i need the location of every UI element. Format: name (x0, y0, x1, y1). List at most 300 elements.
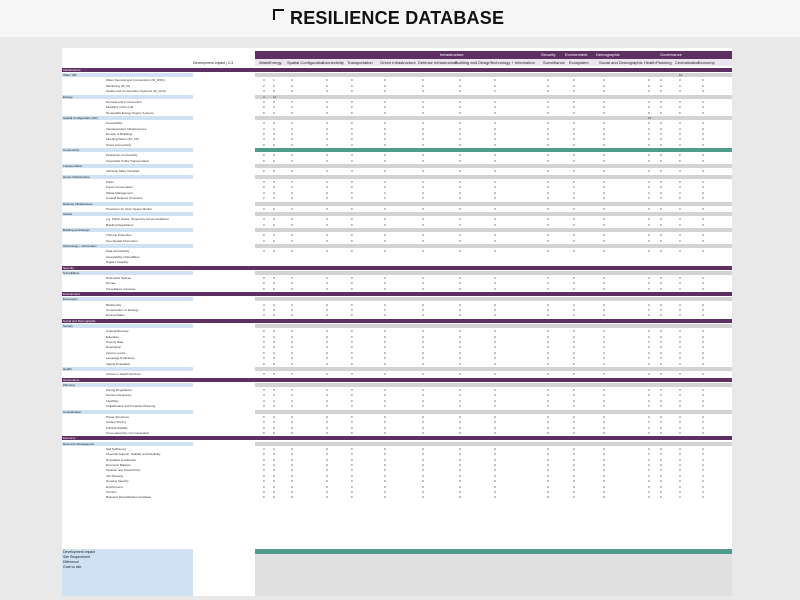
cell-value[interactable]: 3 (702, 479, 704, 484)
cell-value[interactable]: 0 (351, 329, 353, 334)
cell-value[interactable]: 0 (459, 425, 461, 430)
cell-value[interactable]: 0 (648, 105, 650, 110)
cell-value[interactable]: 0 (547, 446, 549, 451)
spreadsheet[interactable] (62, 48, 732, 596)
cell-value[interactable]: 3 (679, 329, 681, 334)
cell-value[interactable]: 0 (547, 89, 549, 94)
cell-value[interactable]: 0 (660, 425, 662, 430)
cell-value[interactable]: 3 (351, 158, 353, 163)
cell-value[interactable]: 0 (384, 457, 386, 462)
cell-value[interactable]: 0 (273, 89, 275, 94)
cell-value[interactable]: 3 (459, 137, 461, 142)
cell-value[interactable]: 0 (459, 468, 461, 473)
cell-value[interactable]: 3 (660, 398, 662, 403)
cell-value[interactable]: 3 (679, 313, 681, 318)
cell-value[interactable]: 0 (291, 356, 293, 361)
cell-value[interactable]: 0 (573, 222, 575, 227)
cell-value[interactable]: 0 (702, 388, 704, 392)
cell-value[interactable]: 0 (660, 468, 662, 473)
cell-value[interactable]: 0 (273, 83, 275, 88)
cell-value[interactable]: 3 (648, 495, 650, 500)
cell-value[interactable]: 0 (494, 169, 496, 174)
cell-value[interactable]: 0 (351, 110, 353, 115)
cell-value[interactable]: 0 (547, 340, 549, 344)
cell-value[interactable]: 0 (326, 345, 328, 350)
cell-value[interactable]: 0 (422, 495, 424, 500)
cell-value[interactable]: 3 (679, 495, 681, 500)
cell-value[interactable]: 0 (702, 302, 704, 307)
cell-value[interactable]: 0 (273, 308, 275, 312)
cell-value[interactable]: 0 (660, 153, 662, 158)
cell-value[interactable]: 3 (603, 334, 605, 339)
cell-value[interactable]: 3 (573, 196, 575, 201)
cell-value[interactable]: 0 (326, 190, 328, 195)
cell-value[interactable]: 0 (273, 490, 275, 494)
cell-value[interactable]: 0 (494, 206, 496, 211)
category-row[interactable] (62, 68, 732, 72)
cell-value[interactable]: 0 (384, 222, 386, 227)
cell-value[interactable]: 0 (459, 414, 461, 419)
cell-value[interactable]: 0 (384, 484, 386, 489)
cell-value[interactable]: 0 (494, 420, 496, 425)
cell-value[interactable]: 0 (603, 276, 605, 280)
cell-value[interactable]: 2 (494, 89, 496, 94)
cell-value[interactable]: 0 (547, 345, 549, 350)
cell-value[interactable]: 3 (603, 404, 605, 409)
cell-value[interactable]: 0 (702, 372, 704, 377)
cell-value[interactable]: 0 (459, 388, 461, 392)
cell-value[interactable]: 0 (603, 78, 605, 83)
cell-value[interactable]: 3 (603, 329, 605, 334)
table-row[interactable] (62, 137, 732, 141)
category-row[interactable] (62, 292, 732, 296)
cell-value[interactable]: 0 (573, 83, 575, 88)
cell-value[interactable]: 0 (351, 206, 353, 211)
cell-value[interactable]: 0 (459, 372, 461, 377)
cell-value[interactable]: 0 (263, 431, 265, 435)
cell-value[interactable]: 3 (291, 180, 293, 184)
cell-value[interactable]: 3 (263, 308, 265, 312)
cell-value[interactable]: 0 (660, 340, 662, 344)
table-row[interactable] (62, 100, 732, 104)
cell-value[interactable]: 3 (573, 185, 575, 190)
cell-value[interactable]: 3 (679, 345, 681, 350)
cell-value[interactable]: 0 (459, 286, 461, 291)
cell-value[interactable]: 0 (702, 137, 704, 142)
cell-value[interactable]: 0 (660, 473, 662, 478)
cell-value[interactable]: 3 (679, 276, 681, 280)
cell-value[interactable]: 3 (679, 398, 681, 403)
cell-value[interactable]: 0 (459, 281, 461, 286)
cell-value[interactable]: 0 (459, 302, 461, 307)
cell-value[interactable]: 3 (702, 484, 704, 489)
table-row[interactable] (62, 255, 732, 259)
cell-value[interactable]: 3 (679, 217, 681, 222)
cell-value[interactable]: 3 (351, 404, 353, 409)
cell-value[interactable]: 3 (648, 468, 650, 473)
cell-value[interactable]: 0 (384, 334, 386, 339)
cell-value[interactable]: 3 (648, 431, 650, 435)
group-row[interactable] (62, 442, 732, 446)
cell-value[interactable]: 0 (660, 302, 662, 307)
cell-value[interactable]: 3 (263, 446, 265, 451)
cell-value[interactable]: 0 (459, 206, 461, 211)
cell-value[interactable]: 0 (459, 78, 461, 83)
group-row[interactable] (62, 271, 732, 275)
cell-value[interactable]: 0 (660, 180, 662, 184)
cell-value[interactable]: 0 (263, 286, 265, 291)
cell-value[interactable]: 2 (263, 83, 265, 88)
cell-value[interactable]: 0 (273, 169, 275, 174)
cell-value[interactable]: 0 (273, 329, 275, 334)
cell-value[interactable]: 0 (273, 142, 275, 147)
cell-value[interactable]: 0 (494, 479, 496, 484)
cell-value[interactable]: 0 (660, 276, 662, 280)
cell-value[interactable]: 0 (702, 206, 704, 211)
cell-value[interactable]: 0 (494, 308, 496, 312)
cell-value[interactable]: 0 (603, 158, 605, 163)
cell-value[interactable]: 0 (422, 345, 424, 350)
cell-value[interactable]: 0 (351, 484, 353, 489)
cell-value[interactable]: 0 (547, 217, 549, 222)
cell-value[interactable]: 0 (351, 340, 353, 344)
cell-value[interactable]: 3 (648, 340, 650, 344)
group-row[interactable] (62, 175, 732, 179)
cell-value[interactable]: 3 (648, 308, 650, 312)
cell-value[interactable]: 3 (679, 393, 681, 398)
cell-value[interactable]: 0 (291, 431, 293, 435)
cell-value[interactable]: 3 (273, 105, 275, 110)
table-row[interactable] (62, 153, 732, 157)
cell-value[interactable]: 0 (273, 414, 275, 419)
cell-value[interactable]: 3 (422, 196, 424, 201)
cell-value[interactable]: 0 (573, 452, 575, 457)
cell-value[interactable]: 0 (660, 484, 662, 489)
cell-value[interactable]: 3 (702, 452, 704, 457)
cell-value[interactable]: 0 (494, 452, 496, 457)
cell-value[interactable]: 0 (351, 398, 353, 403)
cell-value[interactable]: 3 (648, 457, 650, 462)
cell-value[interactable]: 3 (573, 190, 575, 195)
cell-value[interactable]: 0 (459, 495, 461, 500)
cell-value[interactable]: 0 (422, 302, 424, 307)
table-row[interactable] (62, 393, 732, 397)
cell-value[interactable]: 0 (547, 425, 549, 430)
cell-value[interactable]: 0 (547, 142, 549, 147)
cell-value[interactable]: 0 (326, 286, 328, 291)
cell-value[interactable]: 0 (326, 302, 328, 307)
cell-value[interactable]: 3 (351, 142, 353, 147)
cell-value[interactable]: 0 (273, 473, 275, 478)
cell-value[interactable]: 0 (459, 196, 461, 201)
cell-value[interactable]: 3 (291, 404, 293, 409)
cell-value[interactable]: 0 (422, 356, 424, 361)
cell-value[interactable]: 0 (326, 479, 328, 484)
cell-value[interactable]: 0 (459, 313, 461, 318)
cell-value[interactable]: 0 (459, 431, 461, 435)
cell-value[interactable]: 0 (702, 110, 704, 115)
cell-value[interactable]: 0 (603, 286, 605, 291)
cell-value[interactable]: 0 (422, 126, 424, 131)
cell-value[interactable]: 3 (291, 158, 293, 163)
cell-value[interactable]: 0 (603, 457, 605, 462)
cell-value[interactable]: 3 (603, 393, 605, 398)
cell-value[interactable]: 3 (648, 463, 650, 467)
cell-value[interactable]: 0 (702, 126, 704, 131)
group-row[interactable] (62, 324, 732, 328)
cell-value[interactable]: 0 (459, 180, 461, 184)
cell-value[interactable]: 0 (291, 83, 293, 88)
cell-value[interactable]: 0 (547, 180, 549, 184)
cell-value[interactable]: 3 (273, 446, 275, 451)
cell-value[interactable]: 3 (679, 302, 681, 307)
cell-value[interactable]: 0 (291, 446, 293, 451)
cell-value[interactable]: 0 (273, 185, 275, 190)
cell-value[interactable]: 3 (351, 372, 353, 377)
cell-value[interactable]: 0 (384, 329, 386, 334)
cell-value[interactable]: 0 (351, 393, 353, 398)
cell-value[interactable]: 3 (648, 206, 650, 211)
cell-value[interactable]: 3 (679, 490, 681, 494)
column-header-cell[interactable]: Transportation (347, 60, 373, 65)
category-row[interactable] (62, 378, 732, 382)
table-row[interactable] (62, 132, 732, 136)
cell-value[interactable]: 0 (459, 361, 461, 366)
cell-value[interactable]: 0 (351, 89, 353, 94)
cell-value[interactable]: 0 (573, 238, 575, 243)
cell-value[interactable]: 0 (273, 468, 275, 473)
cell-value[interactable]: 0 (459, 89, 461, 94)
cell-value[interactable]: 3 (263, 78, 265, 83)
cell-value[interactable]: 0 (273, 132, 275, 136)
cell-value[interactable]: 0 (494, 190, 496, 195)
table-row[interactable] (62, 474, 732, 478)
cell-value[interactable]: 0 (494, 398, 496, 403)
cell-value[interactable]: 0 (494, 137, 496, 142)
table-row[interactable] (62, 362, 732, 366)
cell-value[interactable]: 3 (648, 361, 650, 366)
cell-value[interactable]: 2 (547, 99, 549, 104)
cell-value[interactable]: 3 (573, 313, 575, 318)
cell-value[interactable]: 0 (547, 121, 549, 126)
cell-value[interactable]: 3 (291, 308, 293, 312)
cell-value[interactable]: 0 (326, 452, 328, 457)
cell-value[interactable]: 0 (573, 233, 575, 238)
cell-value[interactable]: 0 (494, 463, 496, 467)
cell-value[interactable]: 0 (326, 468, 328, 473)
group-row[interactable] (62, 164, 732, 168)
table-row[interactable] (62, 185, 732, 189)
cell-value[interactable]: 0 (702, 169, 704, 174)
cell-value[interactable]: 0 (326, 105, 328, 110)
cell-value[interactable]: 3 (648, 126, 650, 131)
cell-value[interactable]: 0 (351, 420, 353, 425)
group-row[interactable] (62, 228, 732, 232)
cell-value[interactable]: 0 (660, 121, 662, 126)
cell-value[interactable]: 0 (422, 105, 424, 110)
cell-value[interactable]: 0 (351, 276, 353, 280)
cell-value[interactable]: 3 (648, 484, 650, 489)
cell-value[interactable]: 3 (679, 452, 681, 457)
cell-value[interactable]: 3 (648, 153, 650, 158)
cell-value[interactable]: 0 (422, 463, 424, 467)
cell-value[interactable]: 3 (459, 233, 461, 238)
cell-value[interactable]: 3 (648, 276, 650, 280)
cell-value[interactable]: 0 (660, 286, 662, 291)
cell-value[interactable]: 0 (273, 495, 275, 500)
table-row[interactable] (62, 431, 732, 435)
cell-value[interactable]: 0 (351, 414, 353, 419)
cell-value[interactable]: 0 (384, 463, 386, 467)
cell-value[interactable]: 0 (494, 414, 496, 419)
cell-value[interactable]: 0 (263, 484, 265, 489)
cell-value[interactable]: 0 (459, 334, 461, 339)
cell-value[interactable]: 0 (422, 276, 424, 280)
category-row[interactable] (62, 436, 732, 440)
cell-value[interactable]: 0 (384, 99, 386, 104)
cell-value[interactable]: 0 (660, 142, 662, 147)
cell-value[interactable]: 0 (273, 238, 275, 243)
cell-value[interactable]: 0 (384, 495, 386, 500)
cell-value[interactable]: 0 (459, 121, 461, 126)
cell-value[interactable]: 0 (459, 340, 461, 344)
column-header-cell[interactable]: Planning (656, 60, 672, 65)
cell-value[interactable]: 0 (326, 350, 328, 355)
cell-value[interactable]: 3 (494, 249, 496, 254)
cell-value[interactable]: 0 (422, 99, 424, 104)
cell-value[interactable]: 0 (384, 398, 386, 403)
cell-value[interactable]: 3 (603, 372, 605, 377)
cell-value[interactable]: 3 (384, 404, 386, 409)
cell-value[interactable]: 0 (422, 414, 424, 419)
column-header-cell[interactable]: Green Infrastructure (380, 60, 416, 65)
cell-value[interactable]: 0 (273, 302, 275, 307)
cell-value[interactable]: 0 (573, 158, 575, 163)
cell-value[interactable]: 0 (351, 350, 353, 355)
cell-value[interactable]: 3 (273, 233, 275, 238)
cell-value[interactable]: 3 (679, 356, 681, 361)
cell-value[interactable]: 0 (494, 350, 496, 355)
cell-value[interactable]: 0 (291, 484, 293, 489)
table-row[interactable] (62, 84, 732, 88)
cell-value[interactable]: 0 (326, 196, 328, 201)
cell-value[interactable]: 0 (422, 431, 424, 435)
cell-value[interactable]: 0 (660, 137, 662, 142)
cell-value[interactable]: 0 (384, 452, 386, 457)
cell-value[interactable]: 0 (494, 431, 496, 435)
table-row[interactable] (62, 276, 732, 280)
cell-value[interactable]: 0 (351, 356, 353, 361)
cell-value[interactable]: 0 (547, 479, 549, 484)
cell-value[interactable]: 0 (573, 372, 575, 377)
cell-value[interactable]: 0 (459, 153, 461, 158)
cell-value[interactable]: 0 (573, 99, 575, 104)
table-row[interactable] (62, 308, 732, 312)
cell-value[interactable]: 0 (263, 276, 265, 280)
cell-value[interactable]: 0 (702, 350, 704, 355)
column-header-cell[interactable]: Health (644, 60, 656, 65)
cell-value[interactable]: 0 (326, 276, 328, 280)
cell-value[interactable]: 0 (660, 110, 662, 115)
cell-value[interactable]: 0 (459, 249, 461, 254)
table-row[interactable] (62, 169, 732, 173)
cell-value[interactable]: 16 (679, 73, 683, 78)
cell-value[interactable]: 0 (573, 495, 575, 500)
cell-value[interactable]: 0 (459, 276, 461, 280)
cell-value[interactable]: 0 (351, 308, 353, 312)
cell-value[interactable]: 3 (679, 463, 681, 467)
group-row[interactable] (62, 244, 732, 248)
cell-value[interactable]: 0 (573, 126, 575, 131)
table-row[interactable] (62, 388, 732, 392)
cell-value[interactable]: 0 (547, 484, 549, 489)
cell-value[interactable]: 0 (263, 356, 265, 361)
cell-value[interactable]: 0 (384, 158, 386, 163)
cell-value[interactable]: 2 (263, 196, 265, 201)
cell-value[interactable]: 1 (273, 78, 275, 83)
cell-value[interactable]: 3 (603, 345, 605, 350)
cell-value[interactable]: 0 (603, 105, 605, 110)
cell-value[interactable]: 0 (422, 329, 424, 334)
cell-value[interactable]: 3 (648, 479, 650, 484)
cell-value[interactable]: 0 (547, 361, 549, 366)
cell-value[interactable]: 0 (422, 142, 424, 147)
cell-value[interactable]: 0 (273, 388, 275, 392)
cell-value[interactable]: 0 (603, 169, 605, 174)
cell-value[interactable]: 3 (263, 137, 265, 142)
cell-value[interactable]: 0 (263, 420, 265, 425)
cell-value[interactable]: 0 (273, 158, 275, 163)
cell-value[interactable]: 3 (702, 468, 704, 473)
table-row[interactable] (62, 260, 732, 264)
cell-value[interactable]: 0 (547, 457, 549, 462)
cell-value[interactable]: 0 (422, 110, 424, 115)
cell-value[interactable]: 0 (384, 356, 386, 361)
table-row[interactable] (62, 78, 732, 82)
cell-value[interactable]: 0 (494, 329, 496, 334)
cell-value[interactable]: 3 (648, 222, 650, 227)
cell-value[interactable]: 0 (660, 372, 662, 377)
cell-value[interactable]: 3 (384, 206, 386, 211)
table-row[interactable] (62, 340, 732, 344)
cell-value[interactable]: 0 (573, 206, 575, 211)
cell-value[interactable]: 0 (603, 420, 605, 425)
cell-value[interactable]: 3 (291, 142, 293, 147)
cell-value[interactable]: 0 (573, 137, 575, 142)
cell-value[interactable]: 0 (603, 468, 605, 473)
cell-value[interactable]: 0 (351, 132, 353, 136)
cell-value[interactable]: 0 (273, 190, 275, 195)
cell-value[interactable]: 0 (326, 356, 328, 361)
cell-value[interactable]: 0 (547, 158, 549, 163)
cell-value[interactable]: 0 (422, 153, 424, 158)
cell-value[interactable]: 0 (603, 484, 605, 489)
cell-value[interactable]: 0 (603, 479, 605, 484)
cell-value[interactable]: 0 (326, 463, 328, 467)
cell-value[interactable]: 0 (547, 233, 549, 238)
cell-value[interactable]: 0 (660, 238, 662, 243)
cell-value[interactable]: 0 (702, 222, 704, 227)
table-row[interactable] (62, 249, 732, 253)
cell-value[interactable]: 0 (547, 473, 549, 478)
cell-value[interactable]: 3 (702, 457, 704, 462)
cell-value[interactable]: 0 (494, 158, 496, 163)
cell-value[interactable]: 3 (679, 431, 681, 435)
column-header-cell[interactable]: Spatial Configuration (287, 60, 325, 65)
cell-value[interactable]: 0 (603, 222, 605, 227)
cell-value[interactable]: 0 (384, 361, 386, 366)
cell-value[interactable]: 3 (679, 142, 681, 147)
